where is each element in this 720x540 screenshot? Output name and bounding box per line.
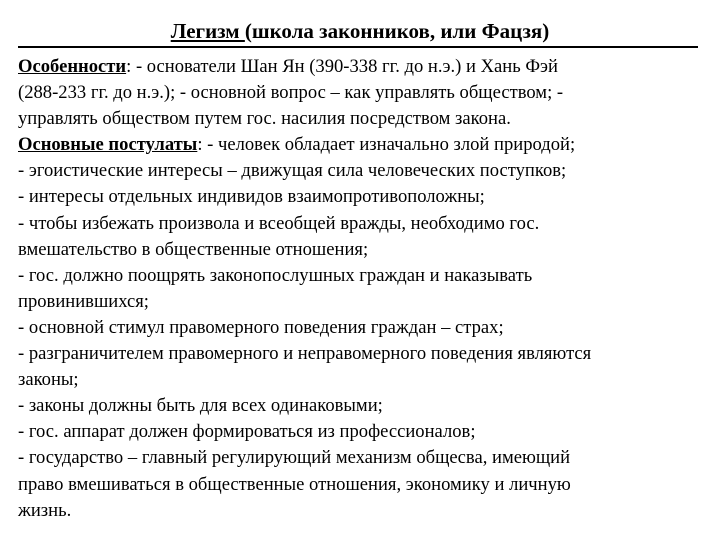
- postulate-line: - интересы отдельных индивидов взаимопротивоположны;: [18, 186, 485, 208]
- section1-line-1: [18, 54, 708, 80]
- title-rest: (школа законников, или Фацзя): [244, 19, 550, 43]
- title-underlined-part: Легизм: [170, 19, 245, 43]
- postulate-line: жизнь.: [18, 499, 72, 521]
- postulate-line: вмешательство в общественные отношения;: [18, 238, 369, 260]
- postulate-line: законы;: [18, 369, 79, 391]
- postulate-line: - эгоистические интересы – движущая сила человеческих поступков;: [18, 160, 567, 182]
- section1-label: Особенности: [18, 56, 127, 77]
- postulate-line: - государство – главный регулирующий механизм общеcва, имеющий: [18, 447, 571, 469]
- section2-line-1: [18, 132, 708, 158]
- postulate-line: - законы должны быть для всех одинаковыми;: [18, 395, 383, 417]
- section1-line-3: управлять обществом путем гос. насилия посредством закона.: [18, 108, 511, 130]
- postulate-line: - основной стимул правомерного поведения граждан – страх;: [18, 316, 504, 338]
- section1-text-1: : - основатели Шан Ян (390-338 гг. до н.э.) и Хань Фэй: [126, 56, 558, 77]
- title-divider: [18, 46, 698, 48]
- slide-title: [0, 18, 720, 44]
- postulate-line: - разграничителем правомерного и неправомерного поведения являются: [18, 343, 592, 365]
- postulate-line: - гос. должно поощрять законопослушных граждан и наказывать: [18, 264, 533, 286]
- postulate-line: провинившихся;: [18, 290, 149, 312]
- section1-line-2: (288-233 гг. до н.э.); - основной вопрос – как управлять обществом; -: [18, 82, 564, 104]
- slide-body: [18, 54, 708, 524]
- postulate-line: право вмешиваться в общественные отношения, экономику и личную: [18, 473, 571, 495]
- section2-first-text: : - человек обладает изначально злой природой;: [197, 134, 576, 156]
- section2-label: Основные постулаты: [18, 134, 198, 156]
- postulate-line: - гос. аппарат должен формироваться из профессионалов;: [18, 421, 476, 443]
- postulate-line: - чтобы избежать произвола и всеобщей вражды, необходимо гос.: [18, 212, 540, 234]
